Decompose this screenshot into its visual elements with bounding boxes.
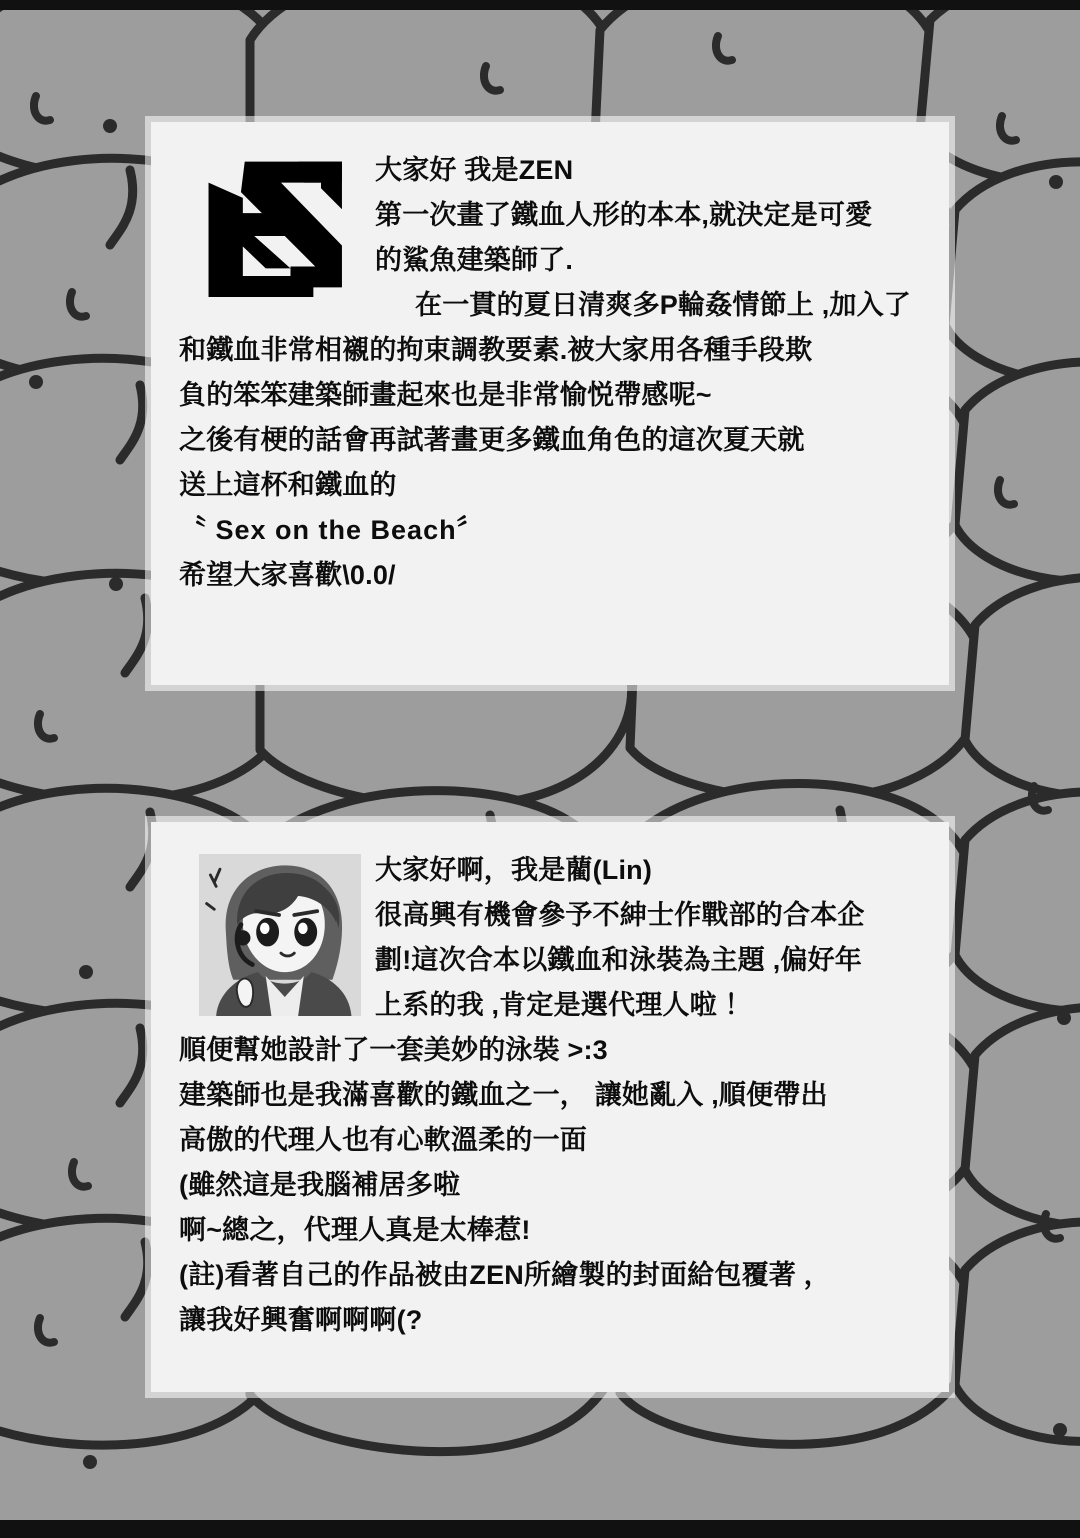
zen-line-9: 〝 Sex on the Beach〞 [179, 515, 485, 545]
top-border-bar [0, 0, 1080, 10]
lin-line-6: 建築師也是我滿喜歡的鐵血之一， 讓她亂入 ,順便帶出 [179, 1080, 828, 1110]
lin-line-5: 順便幫她設計了一套美妙的泳裝 >:3 [179, 1035, 608, 1065]
zen-line-10: 希望大家喜歡\0.0/ [179, 560, 396, 590]
zen-line-8: 送上這杯和鐵血的 [179, 470, 397, 500]
zen-line-5: 和鐵血非常相襯的拘束調教要素.被大家用各種手段欺 [179, 335, 813, 365]
zen-line-6: 負的笨笨建築師畫起來也是非常愉悦帶感呢~ [179, 380, 712, 410]
zen-logo-icon [199, 154, 361, 316]
afterword-card-lin [151, 822, 949, 1392]
lin-line-7: 高傲的代理人也有心軟溫柔的一面 [179, 1125, 587, 1155]
afterword-card-zen [151, 122, 949, 685]
zen-line-2: 第一次畫了鐵血人形的本本,就決定是可愛 [375, 200, 873, 230]
lin-line-2: 很高興有機會參予不紳士作戰部的合本企 [375, 900, 865, 930]
lin-line-3: 劃!這次合本以鐵血和泳裝為主題 ,偏好年 [375, 945, 862, 975]
lin-line-9: 啊~總之，代理人真是太棒惹! [179, 1215, 531, 1245]
zen-line-1: 大家好 我是ZEN [375, 155, 574, 185]
zen-line-4: 在一貫的夏日清爽多P輪姦情節上 ,加入了 [415, 290, 912, 320]
lin-line-11: 讓我好興奮啊啊啊(? [179, 1305, 423, 1335]
lin-portrait-icon [199, 854, 361, 1016]
lin-line-10: (註)看著自己的作品被由ZEN所繪製的封面給包覆著 ， [179, 1260, 831, 1290]
lin-line-1: 大家好啊，我是藺(Lin) [375, 855, 653, 885]
bottom-border-bar [0, 1520, 1080, 1538]
lin-line-4: 上系的我 ,肯定是選代理人啦 ！ [375, 990, 752, 1020]
zen-line-7: 之後有梗的話會再試著畫更多鐵血角色的這次夏天就 [179, 425, 805, 455]
zen-line-3: 的鯊魚建築師了. [375, 245, 574, 275]
lin-line-8: (雖然這是我腦補居多啦 [179, 1170, 461, 1200]
